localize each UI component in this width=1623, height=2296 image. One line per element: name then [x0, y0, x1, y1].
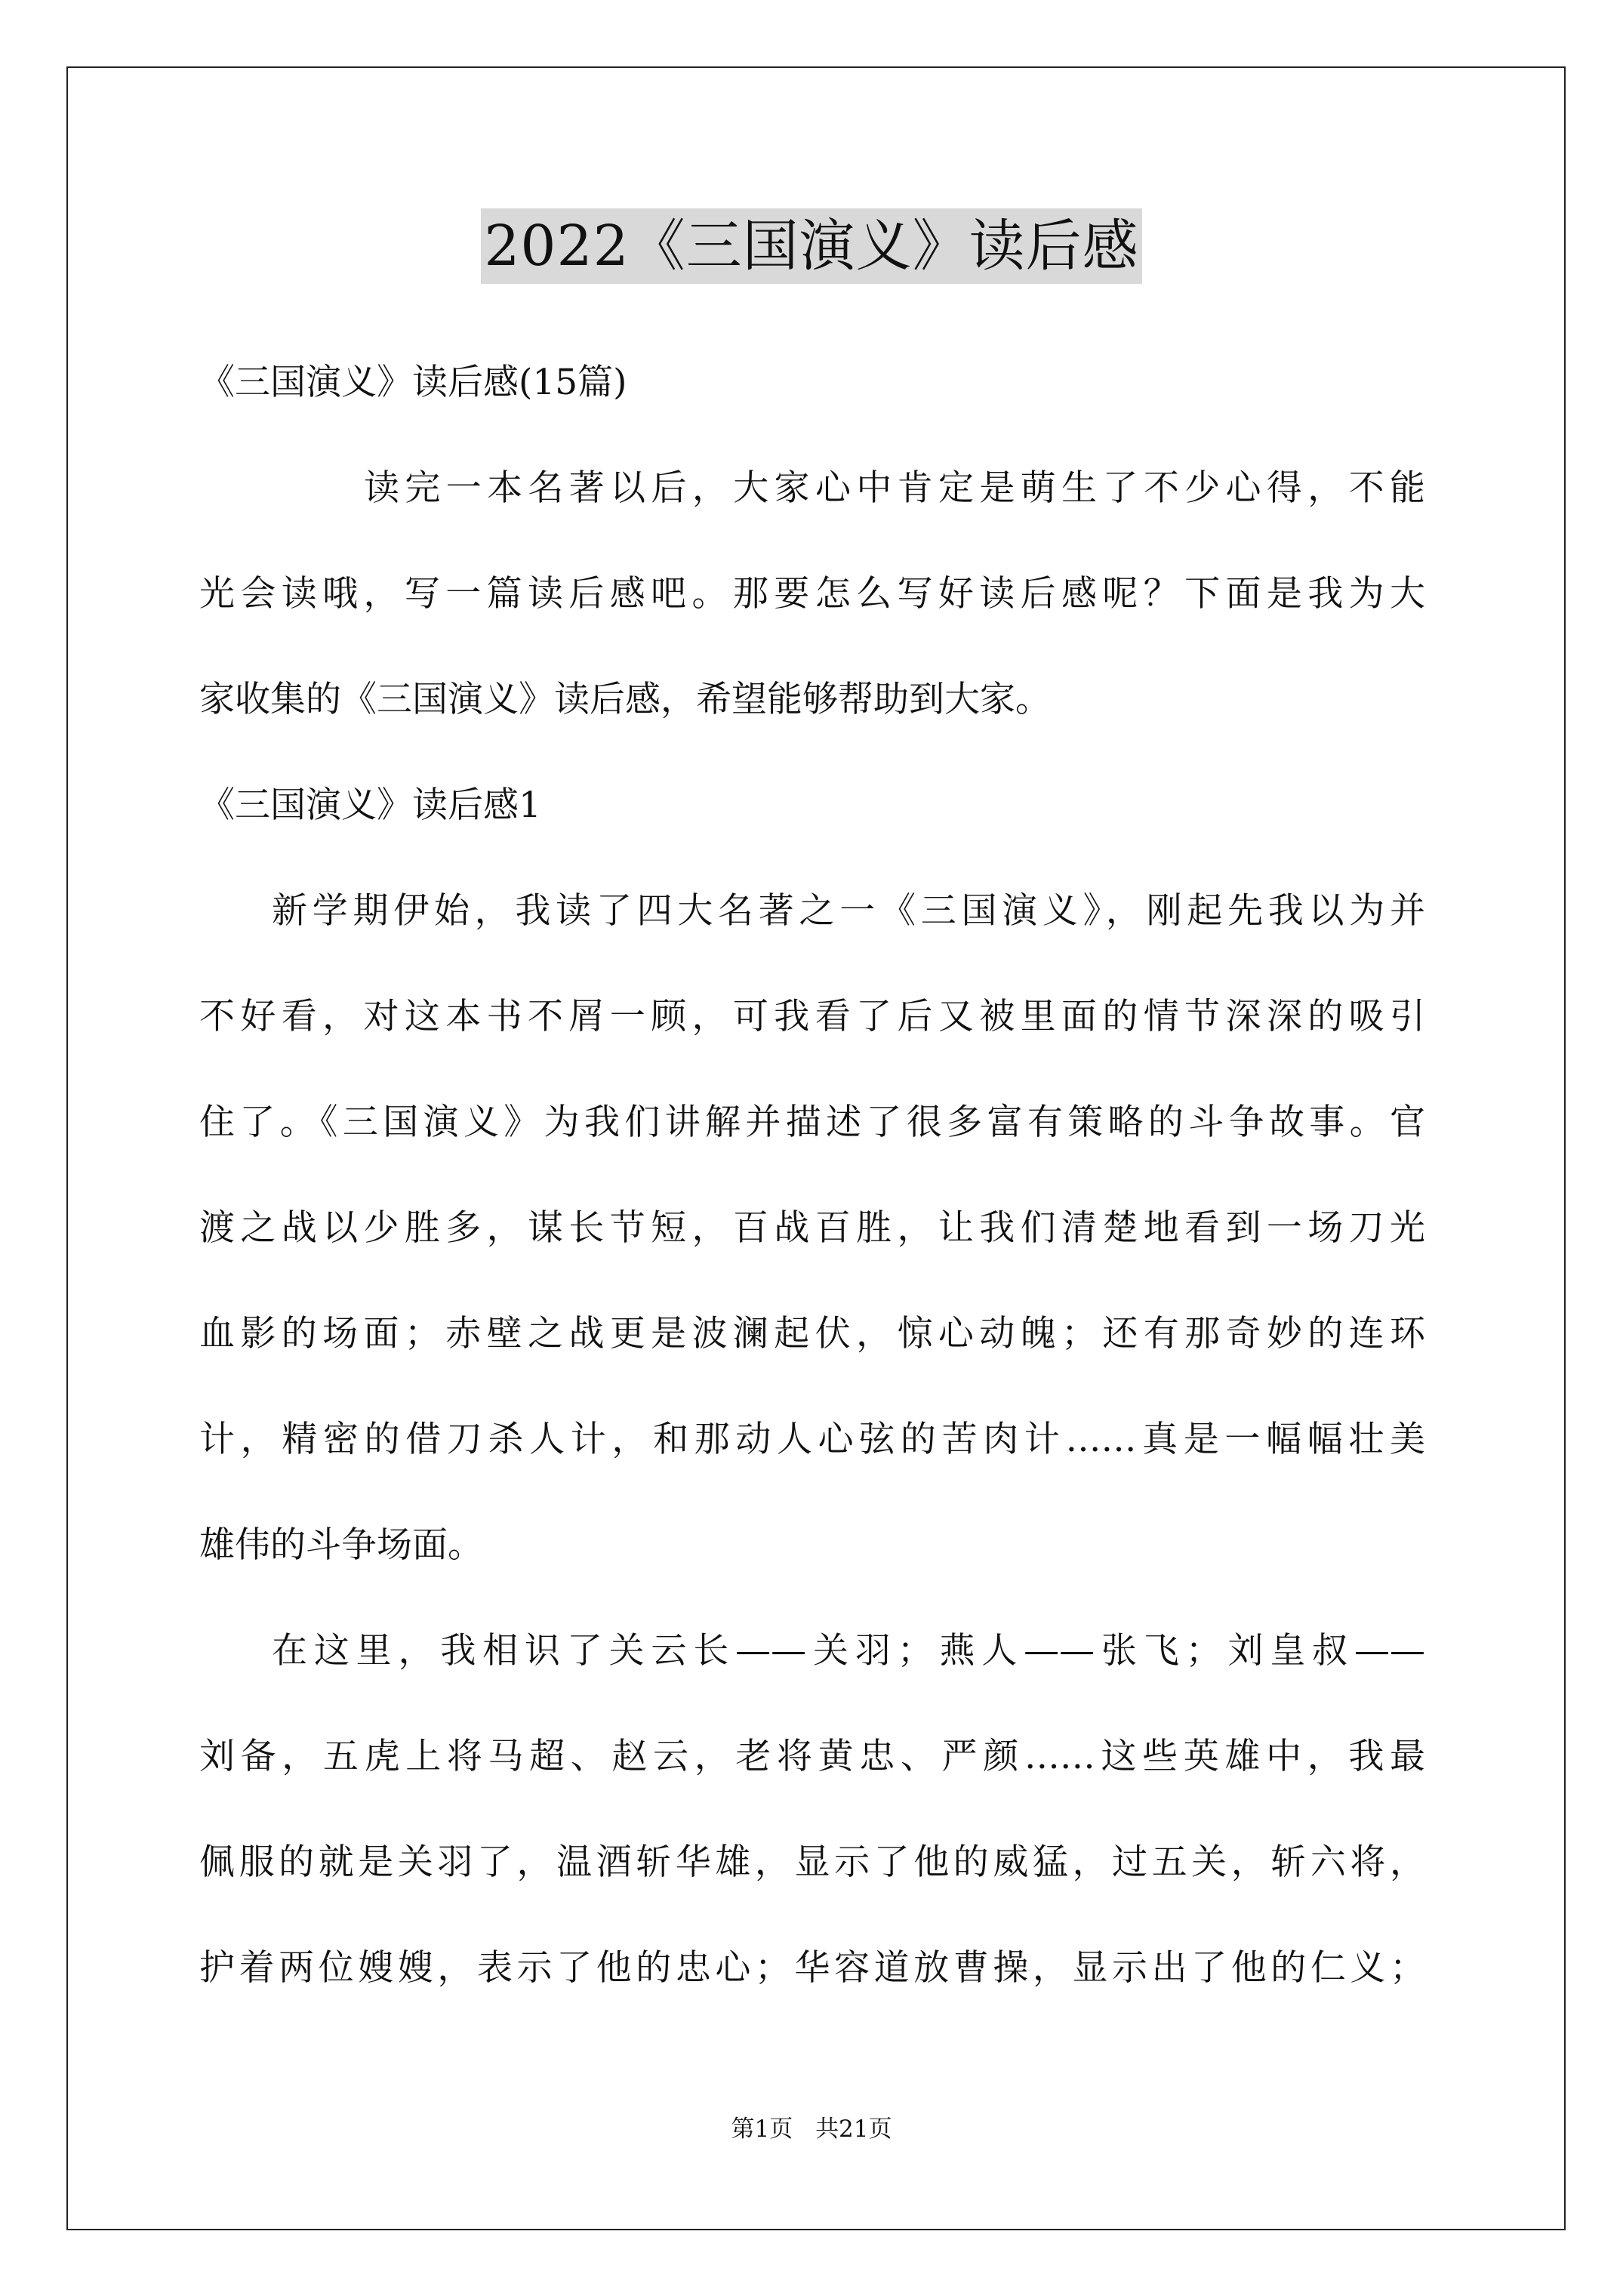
document-subtitle: 《三国演义》读后感(15篇)	[199, 362, 627, 403]
paragraph-line: 新学期伊始，我读了四大名著之一《三国演义》，刚起先我以为并	[272, 890, 1425, 932]
intro-line: 读完一本名著以后，大家心中肯定是萌生了不少心得，不能	[364, 467, 1425, 509]
paragraph-line: 计，精密的借刀杀人计，和那动人心弦的苦肉计……真是一幅幅壮美	[199, 1419, 1425, 1460]
paragraph-line: 刘备，五虎上将马超、赵云，老将黄忠、严颜……这些英雄中，我最	[199, 1736, 1425, 1777]
document-title: 2022《三国演义》读后感	[481, 208, 1141, 284]
paragraph-line: 渡之战以少胜多，谋长节短，百战百胜，让我们清楚地看到一场刀光	[199, 1207, 1425, 1249]
paragraph-line: 护着两位嫂嫂，表示了他的忠心；华容道放曹操，显示出了他的仁义；	[199, 1947, 1425, 1989]
intro-line: 光会读哦，写一篇读后感吧。那要怎么写好读后感呢？下面是我为大	[199, 573, 1425, 615]
paragraph-line: 住了。《三国演义》为我们讲解并描述了很多富有策略的斗争故事。官	[199, 1102, 1425, 1143]
paragraph-line: 血影的场面；赤壁之战更是波澜起伏，惊心动魄；还有那奇妙的连环	[199, 1313, 1425, 1354]
page-total: 共21页	[815, 2116, 892, 2143]
paragraph-line: 佩服的就是关羽了，温酒斩华雄，显示了他的威猛，过五关，斩六将，	[199, 1841, 1425, 1883]
paragraph-line: 雄伟的斗争场面。	[199, 1524, 483, 1566]
section-heading: 《三国演义》读后感1	[199, 784, 541, 826]
paragraph-line: 在这里，我相识了关云长——关羽；燕人——张飞；刘皇叔——	[272, 1630, 1425, 1672]
paragraph-line: 不好看，对这本书不屑一顾，可我看了后又被里面的情节深深的吸引	[199, 996, 1425, 1037]
title-container	[0, 208, 1623, 284]
page-footer	[0, 2114, 1623, 2144]
intro-line: 家收集的《三国演义》读后感，希望能够帮助到大家。	[199, 679, 1051, 720]
page-number: 第1页	[731, 2116, 793, 2143]
